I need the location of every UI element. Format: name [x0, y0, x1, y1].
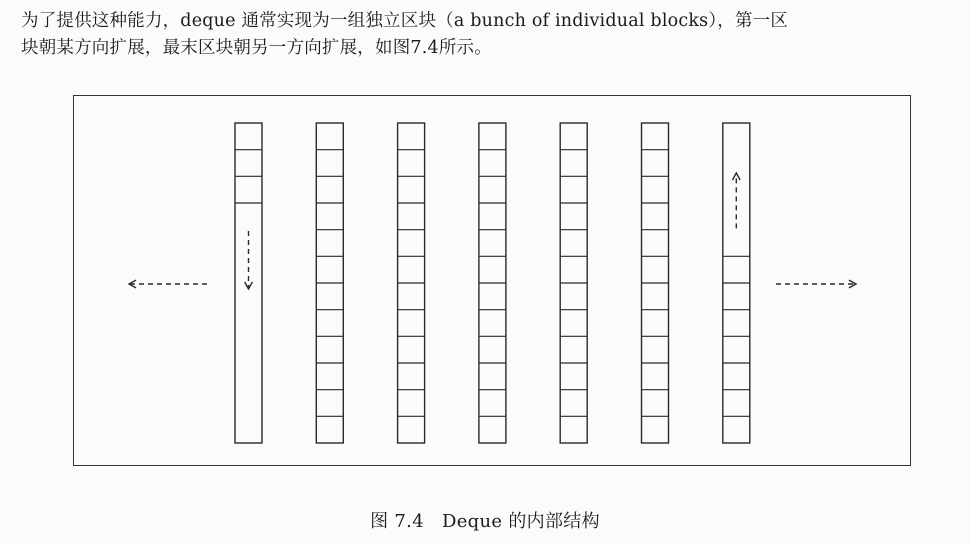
deque-diagram [74, 96, 912, 467]
paragraph-line-1: 为了提供这种能力，deque 通常实现为一组独立区块（a bunch of individual blocks），第一区 [21, 11, 789, 31]
figure-caption [0, 507, 970, 533]
paragraph-line-2: 块朝某方向扩展，最末区块朝另一方向扩展，如图7.4所示。 [21, 38, 492, 58]
block-1 [235, 123, 262, 443]
caption-number: 图 7.4 [370, 511, 424, 532]
body-paragraph [21, 8, 966, 62]
deque-figure [73, 95, 911, 466]
caption-text: Deque 的内部结构 [442, 511, 600, 532]
